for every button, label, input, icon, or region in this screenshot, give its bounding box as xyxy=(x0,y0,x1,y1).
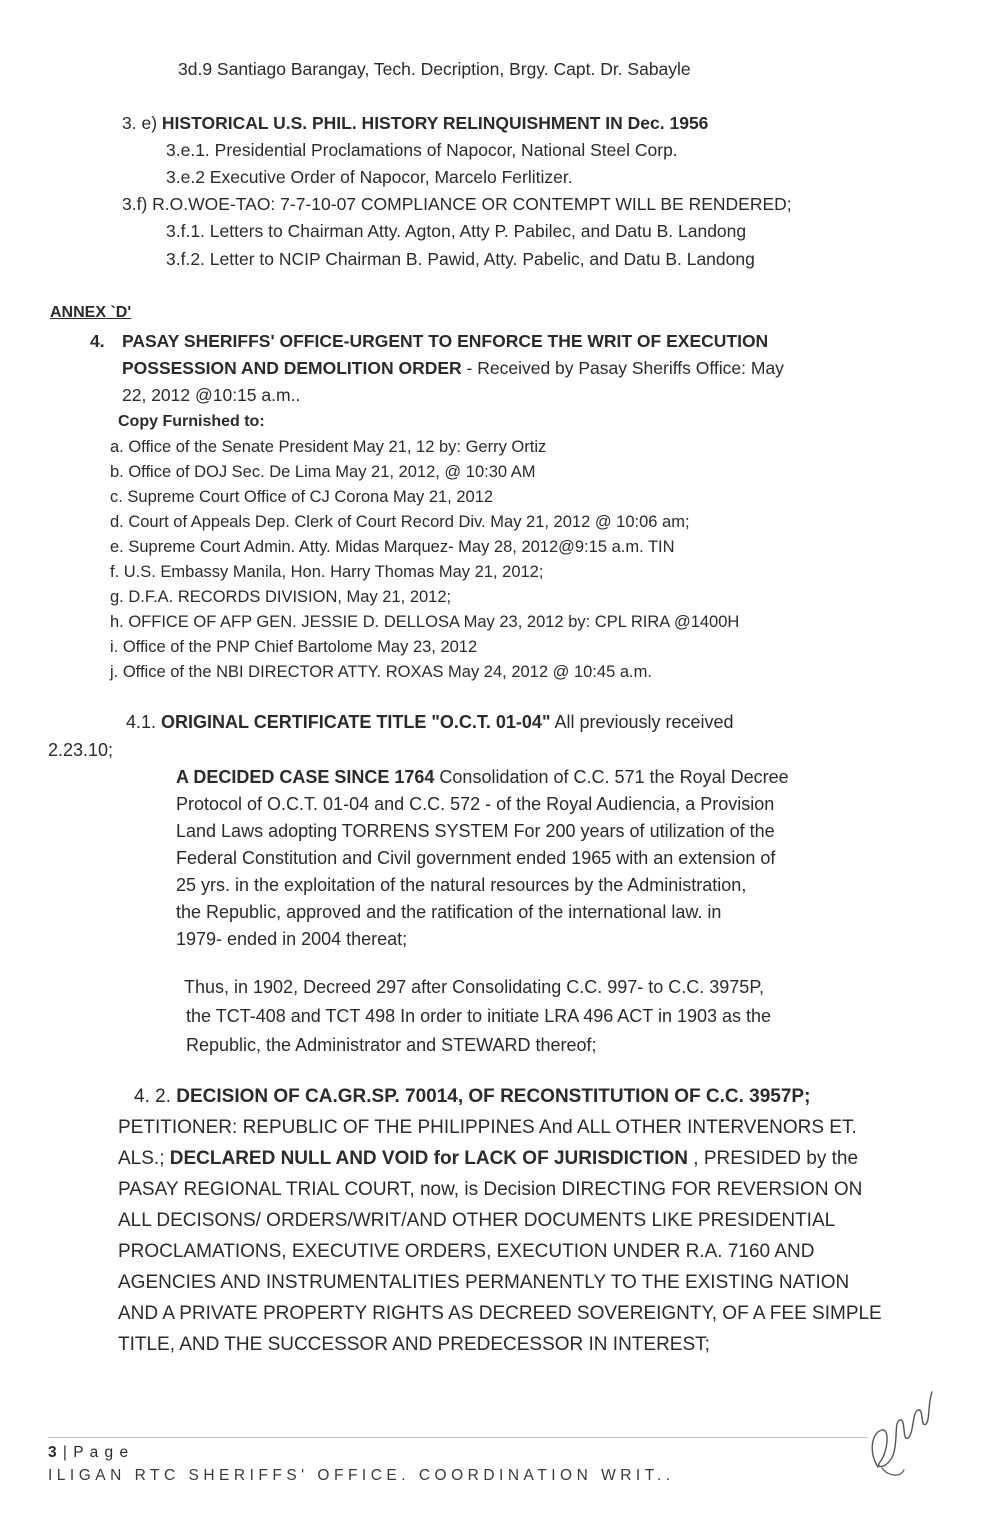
section-4-2-title: DECISION OF CA.GR.SP. 70014, OF RECONSTITUTION OF C.C. 3957P; xyxy=(176,1086,811,1107)
section-4-1 xyxy=(126,709,734,736)
section-4-2-line: TITLE, AND THE SUCCESSOR AND PREDECESSOR IN INTEREST; xyxy=(118,1334,710,1355)
section-4-title-emphasis: POSSESSION AND DEMOLITION ORDER xyxy=(122,358,462,378)
item-3f2: 3.f.2. Letter to NCIP Chairman B. Pawid, Atty. Pabelic, and Datu B. Landong xyxy=(166,249,755,269)
list-item: h. OFFICE OF AFP GEN. JESSIE D. DELLOSA May 23, 2012 by: CPL RIRA @1400H xyxy=(110,613,740,631)
paragraph-lead: A DECIDED CASE SINCE 1764 xyxy=(176,767,435,787)
section-4-2 xyxy=(134,1081,810,1112)
heading-3e xyxy=(122,112,708,134)
section-4-2-line: PASAY REGIONAL TRIAL COURT, now, is Decision DIRECTING FOR REVERSION ON xyxy=(118,1179,863,1200)
paragraph-line: Protocol of O.C.T. 01-04 and C.C. 572 - of the Royal Audiencia, a Provision xyxy=(176,794,775,814)
paragraph-line: the TCT-408 and TCT 498 In order to initiate LRA 496 ACT in 1903 as the xyxy=(186,1006,772,1026)
page-indicator xyxy=(48,1442,129,1464)
section-4-number: 4. xyxy=(90,331,105,351)
list-item: i. Office of the PNP Chief Bartolome May 23, 2012 xyxy=(110,638,478,656)
paragraph-line: the Republic, approved and the ratification of the international law. in xyxy=(176,902,722,922)
section-4-2-line: PETITIONER: REPUBLIC OF THE PHILIPPINES And ALL OTHER INTERVENORS ET. xyxy=(118,1117,857,1138)
section-4-received: - Received by Pasay Sheriffs Office: May xyxy=(461,358,784,378)
handwritten-signature xyxy=(860,1372,940,1482)
section-4-2-text: , PRESIDED by the xyxy=(688,1148,859,1169)
section-4-2-line: AND A PRIVATE PROPERTY RIGHTS AS DECREED SOVEREIGNTY, OF A FEE SIMPLE xyxy=(118,1303,882,1324)
section-4-2-number: 4. 2. xyxy=(134,1086,171,1107)
paragraph-line: 1979- ended in 2004 thereat; xyxy=(176,929,408,949)
list-item: f. U.S. Embassy Manila, Hon. Harry Thomas May 21, 2012; xyxy=(110,563,544,581)
list-item: d. Court of Appeals Dep. Clerk of Court Record Div. May 21, 2012 @ 10:06 am; xyxy=(110,513,690,531)
copy-furnished-label: Copy Furnished to: xyxy=(118,413,265,430)
heading-3e-title: HISTORICAL U.S. PHIL. HISTORY RELINQUISHMENT IN Dec. 1956 xyxy=(161,113,709,133)
section-4-2-line: AGENCIES AND INSTRUMENTALITIES PERMANENTLY TO THE EXISTING NATION xyxy=(118,1272,850,1293)
item-3d9: 3d.9 Santiago Barangay, Tech. Decription, Brgy. Capt. Dr. Sabayle xyxy=(178,59,691,79)
list-item: b. Office of DOJ Sec. De Lima May 21, 2012, @ 10:30 AM xyxy=(110,463,536,481)
section-4-2-line: PROCLAMATIONS, EXECUTIVE ORDERS, EXECUTION UNDER R.A. 7160 AND xyxy=(118,1241,815,1262)
list-item: j. Office of the NBI DIRECTOR ATTY. ROXAS May 24, 2012 @ 10:45 a.m. xyxy=(110,663,652,681)
item-3e1: 3.e.1. Presidential Proclamations of Napocor, National Steel Corp. xyxy=(166,140,678,160)
footer-title: ILIGAN RTC SHERIFFS' OFFICE. COORDINATION WRIT.. xyxy=(48,1467,675,1484)
annex-heading: ANNEX `D' xyxy=(50,304,132,321)
item-3f1: 3.f.1. Letters to Chairman Atty. Agton, Atty P. Pabilec, and Datu B. Landong xyxy=(166,221,747,241)
section-4-1-tail: All previously received xyxy=(550,712,734,732)
list-item: a. Office of the Senate President May 21, 12 by: Gerry Ortiz xyxy=(110,438,547,456)
page-number: 3 xyxy=(48,1444,58,1461)
heading-3e-num: 3. e) xyxy=(122,113,158,133)
section-4-2-line xyxy=(118,1143,858,1174)
item-3f: 3.f) R.O.WOE-TAO: 7-7-10-07 COMPLIANCE OR CONTEMPT WILL BE RENDERED; xyxy=(122,194,792,214)
section-4-1-number: 4.1. xyxy=(126,712,157,732)
section-4-2-emphasis: DECLARED NULL AND VOID for LACK OF JURISDICTION xyxy=(169,1148,689,1169)
page-label: | P a g e xyxy=(57,1444,130,1461)
list-item: g. D.F.A. RECORDS DIVISION, May 21, 2012; xyxy=(110,588,452,606)
list-item: e. Supreme Court Admin. Atty. Midas Marquez- May 28, 2012@9:15 a.m. TIN xyxy=(110,538,675,556)
paragraph-line: 25 yrs. in the exploitation of the natural resources by the Administration, xyxy=(176,875,747,895)
section-4-1-title: ORIGINAL CERTIFICATE TITLE "O.C.T. 01-04" xyxy=(161,712,551,732)
section-4-1-date: 2.23.10; xyxy=(48,740,114,760)
paragraph-line xyxy=(176,764,789,791)
paragraph-line: Federal Constitution and Civil government ended 1965 with an extension of xyxy=(176,848,776,868)
paragraph-line: Thus, in 1902, Decreed 297 after Consolidating C.C. 997- to C.C. 3975P, xyxy=(184,977,765,997)
section-4-received-date: 22, 2012 @10:15 a.m.. xyxy=(122,385,301,405)
section-4-2-line: ALL DECISONS/ ORDERS/WRIT/AND OTHER DOCUMENTS LIKE PRESIDENTIAL xyxy=(118,1210,836,1231)
paragraph-line-text: Consolidation of C.C. 571 the Royal Decree xyxy=(434,767,789,787)
section-4-title-line2 xyxy=(122,357,784,379)
paragraph-line: Land Laws adopting TORRENS SYSTEM For 200 years of utilization of the xyxy=(176,821,775,841)
item-3e2: 3.e.2 Executive Order of Napocor, Marcelo Ferlitizer. xyxy=(166,167,573,187)
section-4-2-text: ALS.; xyxy=(118,1148,170,1169)
section-4-title-line1: PASAY SHERIFFS' OFFICE-URGENT TO ENFORCE THE WRIT OF EXECUTION xyxy=(122,331,769,351)
paragraph-line: Republic, the Administrator and STEWARD thereof; xyxy=(186,1035,597,1055)
list-item: c. Supreme Court Office of CJ Corona May 21, 2012 xyxy=(110,488,494,506)
footer-divider xyxy=(48,1437,868,1438)
